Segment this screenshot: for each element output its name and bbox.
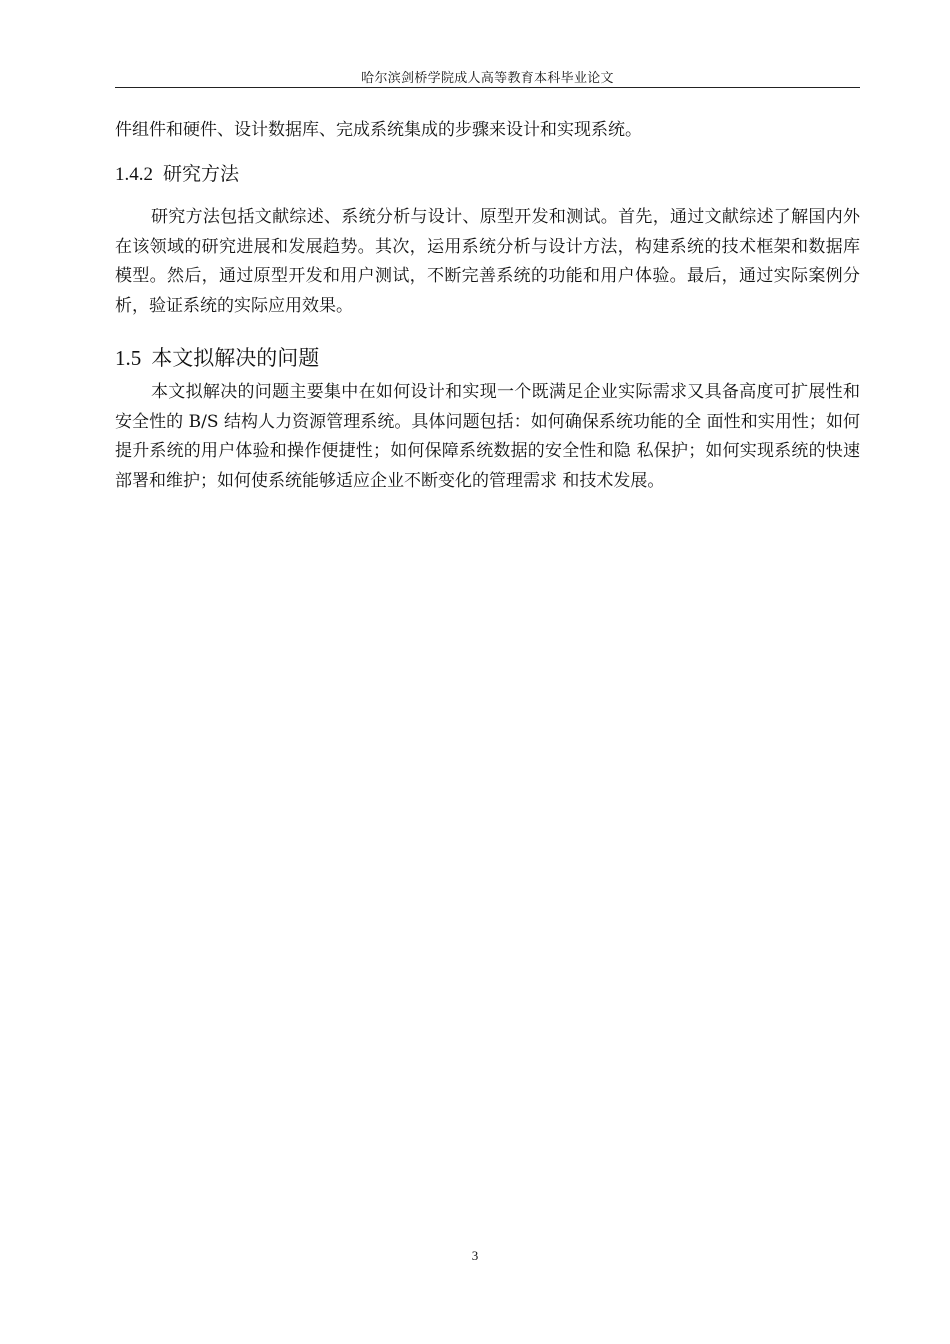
problems-paragraph: 本文拟解决的问题主要集中在如何设计和实现一个既满足企业实际需求又具备高度可扩展性和安全性的 B/S 结构人力资源管理系统。具体问题包括：如何确保系统功能的全 面性和实用性；如何提升系统的用户体验和操作便捷性；如何保障系统数据的安全性和隐 私保护；如何实现系统的快速部署和维护；如何使系统能够适应企业不断变化的管理需求 和技术发展。 (115, 382, 860, 491)
research-methods-paragraph: 研究方法包括文献综述、系统分析与设计、原型开发和测试。首先，通过文献综述了解国内外在该领域的研究进展和发展趋势。其次，运用系统分析与设计方法，构建系统的技术框架和数据库模型。然后，通过原型开发和用户测试，不断完善系统的功能和用户体验。最后，通过实际案例分析，验证系统的实际应用效果。 (115, 207, 860, 316)
section-number: 1.5 (115, 346, 142, 370)
section-heading-1-4-2 (115, 159, 239, 186)
page-header (115, 64, 860, 88)
header-title: 哈尔滨剑桥学院成人高等教育本科毕业论文 (361, 71, 614, 86)
section-title: 本文拟解决的问题 (151, 346, 320, 370)
continuation-paragraph: 件组件和硬件、设计数据库、完成系统集成的步骤来设计和实现系统。 (115, 120, 642, 140)
section-number: 1.4.2 (115, 164, 153, 185)
section-title: 研究方法 (163, 163, 240, 185)
page-number: 3 (471, 1248, 479, 1263)
section-heading-1-5 (115, 342, 319, 372)
